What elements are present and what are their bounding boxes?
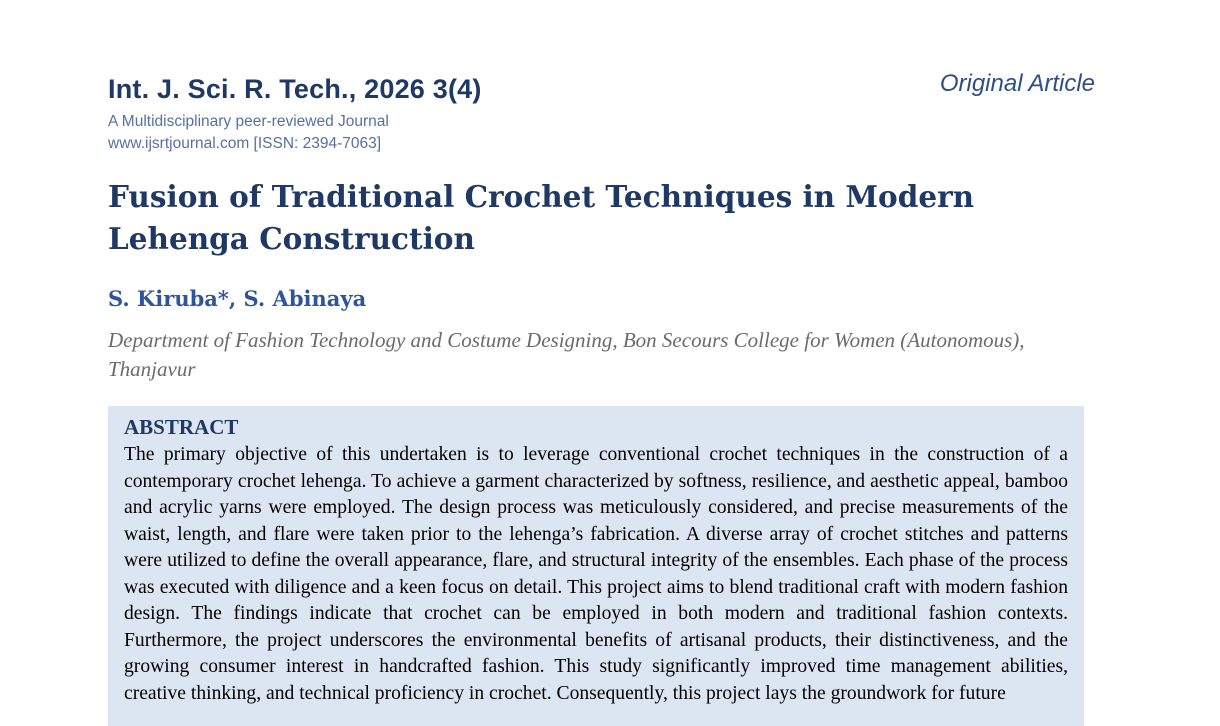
abstract-section <box>108 406 1084 726</box>
paper-authors: S. Kiruba*, S. Abinaya <box>108 286 367 311</box>
journal-tagline: A Multidisciplinary peer-reviewed Journal <box>108 113 389 130</box>
journal-website-issn: www.ijsrtjournal.com [ISSN: 2394-7063] <box>108 135 382 152</box>
journal-title: Int. J. Sci. R. Tech., 2026 3(4) <box>108 74 482 104</box>
article-type-label: Original Article <box>939 70 1095 97</box>
author-affiliation: Department of Fashion Technology and Costume Designing, Bon Secours College for Women (Autonomous), Thanjavur <box>108 328 1025 381</box>
abstract-heading: ABSTRACT <box>124 415 239 439</box>
paper-title: Fusion of Traditional Crochet Techniques in Modern Lehenga Construction <box>108 179 975 256</box>
abstract-text: The primary objective of this undertaken is to leverage conventional crochet techniques in the construction of a contemporary crochet lehenga. To achieve a garment characterized by softness, resilience, and aesthetic appeal, bamboo and acrylic yarns were employed. The design process was meticulously considered, and precise measurements of the waist, length, and flare were taken prior to the lehenga’s fabrication. A diverse array of crochet stitches and patterns were utilized to define the overall appearance, flare, and structural integrity of the ensembles. Each phase of the process was executed with diligence and a keen focus on detail. This project aims to blend traditional craft with modern fashion design. The findings indicate that crochet can be employed in both modern and traditional fashion contexts. Furthermore, the project underscores the environmental benefits of artisanal products, their distinctiveness, and the growing consumer interest in handcrafted fashion. This study significantly improved time management abilities, creative thinking, and technical proficiency in crochet. Consequently, this project lays the groundwork for future <box>124 444 1068 704</box>
